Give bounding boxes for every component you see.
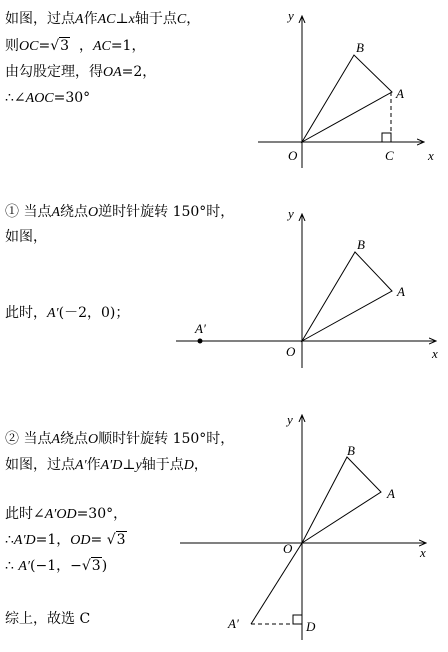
fig2-triangle-oab [302, 252, 392, 341]
s2-line1: ① 当点A绕点O逆时针旋转 150°时， [5, 204, 235, 220]
figure-2 [176, 206, 438, 368]
s2-line2: 如图， [5, 229, 47, 245]
s3-line2: 如图，过点A′作A′D⊥y轴于点D， [5, 457, 208, 473]
figure-1 [258, 8, 434, 168]
s1-line2: 则OC=√3 ，AC=1， [5, 38, 146, 54]
fig3-label-d: D [306, 619, 316, 634]
fig2-label-b: B [357, 237, 365, 252]
figure-3 [180, 412, 426, 640]
s1-line3: 由勾股定理，得OA=2， [5, 64, 157, 80]
fig3-label-b: B [347, 443, 355, 458]
s2-line3: 此时，A′(－2，0)； [5, 305, 130, 321]
fig3-label-a: A [387, 486, 395, 501]
s1-line1: 如图，过点A作AC⊥x轴于点C， [5, 11, 201, 27]
fig1-label-a: A [396, 86, 404, 101]
fig3-right-angle-mark [293, 615, 302, 624]
fig1-right-angle-mark [382, 133, 391, 142]
fig1-label-y: y [288, 8, 294, 23]
fig1-triangle-oab [302, 55, 392, 142]
fig3-label-o: O [283, 541, 293, 556]
fig3-label-y: y [287, 412, 293, 427]
fig2-label-a-prime: A′ [195, 321, 206, 336]
fig3-label-a-prime: A′ [228, 616, 239, 631]
fig1-label-b: B [356, 40, 364, 55]
fig1-label-c: C [385, 148, 394, 163]
s3-line1: ② 当点A绕点O顺时针旋转 150°时， [5, 431, 235, 447]
s3-line6: 综上，故选 C [5, 611, 91, 627]
fig2-label-y: y [288, 206, 294, 221]
fig3-segment-o-a-prime [251, 543, 302, 624]
fig3-label-x: x [420, 545, 426, 560]
s3-line3: 此时∠A′OD=30°， [5, 506, 128, 522]
fig2-label-o: O [286, 344, 296, 359]
fig2-label-x: x [432, 346, 438, 361]
fig1-label-x: x [428, 148, 434, 163]
fig2-label-a: A [397, 284, 405, 299]
s3-line5: ∴ A′(−1，−√3) [5, 558, 108, 574]
fig2-point-a-prime [198, 339, 203, 344]
s3-line4: ∴A′D=1，OD= √3 [5, 532, 126, 548]
fig3-triangle-oab [302, 457, 381, 543]
s1-line4: ∴∠AOC=30° [5, 90, 91, 106]
fig1-label-o: O [288, 148, 298, 163]
